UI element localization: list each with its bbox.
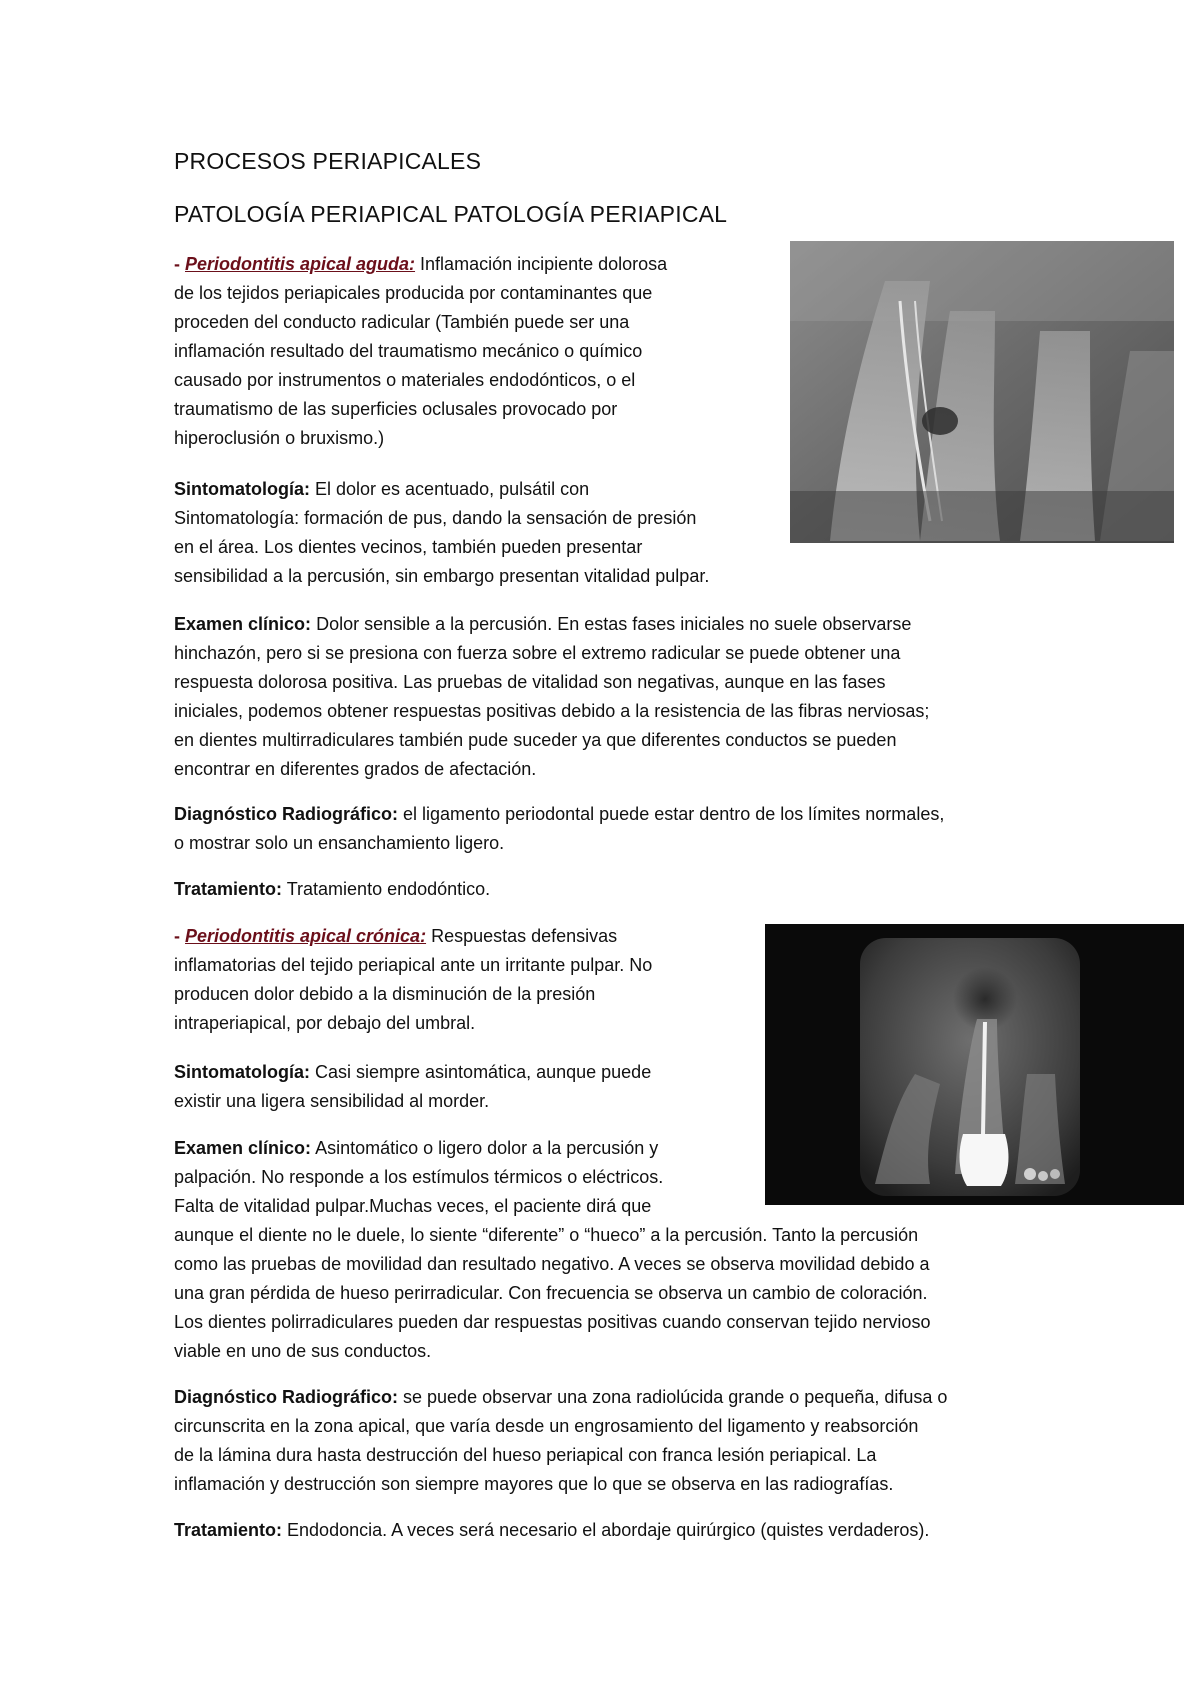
text-line: circunscrita en la zona apical, que varía desde un engrosamiento del ligamento y reabsorción [174,1416,919,1436]
term-periodontitis-apical-aguda: Periodontitis apical aguda: [185,254,416,274]
list-dash: - [174,254,185,274]
text-fragment: Asintomático o ligero dolor a la percusión y [311,1138,659,1158]
text-line [174,800,944,829]
section-acute-examen [174,610,929,784]
text-fragment: el ligamento periodontal puede estar dentro de los límites normales, [398,804,945,824]
text-line: inflamación resultado del traumatismo mecánico o químico [174,341,643,361]
text-line: como las pruebas de movilidad dan resultado negativo. A veces se observa movilidad debido a [174,1254,930,1274]
text-line [174,610,929,639]
text-fragment: Respuestas defensivas [426,926,618,946]
text-line: o mostrar solo un ensanchamiento ligero. [174,833,505,853]
text-line [174,1058,651,1087]
label-examen-clinico: Examen clínico: [174,614,312,634]
section-acute-diagnostico [174,800,944,858]
text-line: hiperoclusión o bruxismo.) [174,428,385,448]
text-fragment: Endodoncia. A veces será necesario el abordaje quirúrgico (quistes verdaderos). [282,1520,930,1540]
text-fragment: El dolor es acentuado, pulsátil con [310,479,590,499]
text-fragment: Tratamiento endodóntico. [282,879,491,899]
text-line: iniciales, podemos obtener respuestas positivas debido a la resistencia de las fibras nerviosas; [174,701,930,721]
section-chronic-intro [174,922,652,1038]
text-line: hinchazón, pero si se presiona con fuerza sobre el extremo radicular se puede obtener una [174,643,901,663]
text-line: intraperiapical, por debajo del umbral. [174,1013,476,1033]
text-line: en dientes multirradiculares también pude suceder ya que diferentes conductos se pueden [174,730,897,750]
text-line [174,1516,929,1545]
text-line: inflamación y destrucción son siempre mayores que lo que se observa en las radiografías. [174,1474,894,1494]
text-fragment: Casi siempre asintomática, aunque puede [310,1062,652,1082]
text-line: aunque el diente no le duele, lo siente “diferente” o “hueco” a la percusión. Tanto la percusión [174,1225,919,1245]
term-periodontitis-apical-cronica: Periodontitis apical crónica: [185,926,427,946]
xray-image-acute [790,241,1174,543]
text-line: palpación. No responde a los estímulos térmicos o eléctricos. [174,1167,664,1187]
text-line: existir una ligera sensibilidad al morder. [174,1091,490,1111]
text-line: producen dolor debido a la disminución de la presión [174,984,596,1004]
text-line: traumatismo de las superficies oclusales provocado por [174,399,618,419]
page-subtitle: PATOLOGÍA PERIAPICAL PATOLOGÍA PERIAPICAL [174,201,728,227]
list-dash: - [174,926,185,946]
xray-image-chronic [765,924,1184,1205]
text-line: proceden del conducto radicular (También puede ser una [174,312,630,332]
text-line: de los tejidos periapicales producida por contaminantes que [174,283,653,303]
section-acute-intro [174,250,667,453]
text-line: inflamatorias del tejido periapical ante un irritante pulpar. No [174,955,653,975]
text-line: Falta de vitalidad pulpar.Muchas veces, el paciente dirá que [174,1196,652,1216]
text-line: causado por instrumentos o materiales endodónticos, o el [174,370,636,390]
section-acute-tratamiento [174,875,490,904]
text-line: respuesta dolorosa positiva. Las pruebas de vitalidad son negativas, aunque en las fases [174,672,886,692]
text-line: sensibilidad a la percusión, sin embargo presentan vitalidad pulpar. [174,566,710,586]
label-sintomatologia: Sintomatología: [174,479,310,499]
text-line: en el área. Los dientes vecinos, también pueden presentar [174,537,643,557]
text-line: Sintomatología: formación de pus, dando la sensación de presión [174,508,697,528]
text-fragment: Dolor sensible a la percusión. En estas fases iniciales no suele observarse [311,614,912,634]
label-diagnostico-radiografico: Diagnóstico Radiográfico: [174,1387,399,1407]
text-line [174,475,709,504]
text-line [174,250,667,279]
text-line [174,875,490,904]
text-line: de la lámina dura hasta destrucción del hueso periapical con franca lesión periapical. La [174,1445,877,1465]
text-line: encontrar en diferentes grados de afectación. [174,759,537,779]
section-chronic-tratamiento [174,1516,929,1545]
section-chronic-diagnostico [174,1383,947,1499]
label-sintomatologia: Sintomatología: [174,1062,310,1082]
label-tratamiento: Tratamiento: [174,1520,283,1540]
label-diagnostico-radiografico: Diagnóstico Radiográfico: [174,804,399,824]
text-fragment: se puede observar una zona radiolúcida grande o pequeña, difusa o [398,1387,948,1407]
section-chronic-sintomatologia [174,1058,651,1116]
text-line: viable en uno de sus conductos. [174,1341,432,1361]
text-line: una gran pérdida de hueso perirradicular. Con frecuencia se observa un cambio de coloración. [174,1283,928,1303]
xray-drawing [790,241,1174,543]
label-tratamiento: Tratamiento: [174,879,283,899]
text-line: Los dientes polirradiculares pueden dar respuestas positivas cuando conservan tejido nervioso [174,1312,931,1332]
xray-drawing [765,924,1184,1205]
section-acute-sintomatologia [174,475,709,591]
page-title: PROCESOS PERIAPICALES [174,148,482,174]
text-fragment: Inflamación incipiente dolorosa [415,254,668,274]
text-line [174,1383,947,1412]
text-line [174,922,652,951]
label-examen-clinico: Examen clínico: [174,1138,312,1158]
